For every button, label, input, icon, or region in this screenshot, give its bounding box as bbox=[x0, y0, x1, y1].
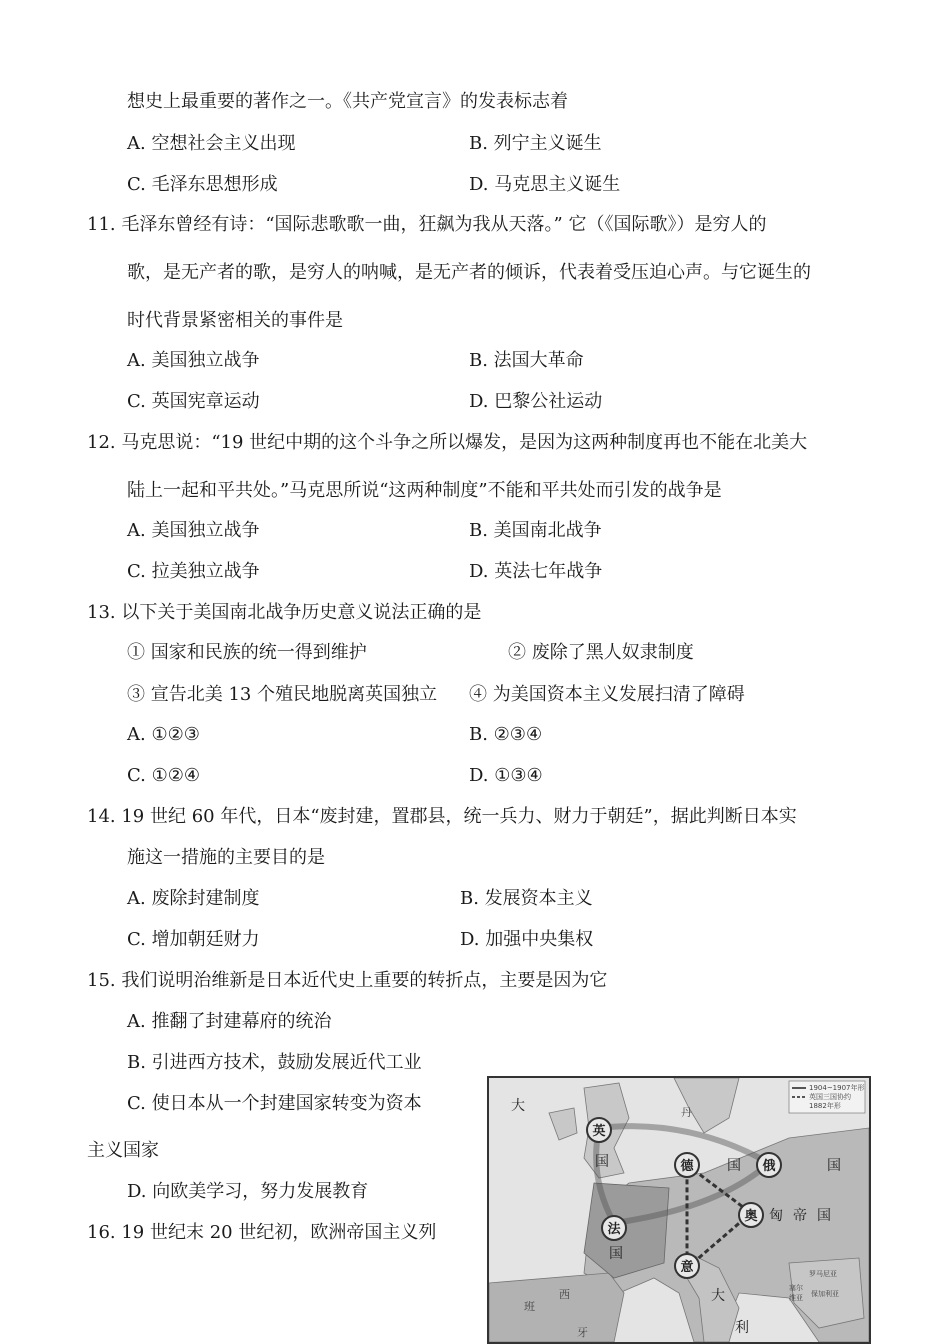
statement-1: ① 国家和民族的统一得到维护 bbox=[127, 642, 367, 663]
option-a: A. ①②③ bbox=[127, 724, 200, 745]
label-italy-da: 大 bbox=[711, 1288, 725, 1304]
iberia-land bbox=[489, 1273, 624, 1342]
label-russia-guo: 国 bbox=[827, 1158, 841, 1174]
svg-text:英: 英 bbox=[592, 1124, 606, 1139]
question-13: 13. 以下关于美国南北战争历史意义说法正确的是 bbox=[87, 602, 482, 623]
option-d: D. 加强中央集权 bbox=[460, 929, 594, 950]
text-line: 主义国家 bbox=[87, 1140, 159, 1161]
option-d: D. 英法七年战争 bbox=[469, 561, 603, 582]
label-serbia-2: 维亚 bbox=[789, 1294, 803, 1302]
option-c: C. ①②④ bbox=[127, 765, 200, 786]
label-bulgaria: 保加利亚 bbox=[811, 1290, 839, 1298]
node-france bbox=[602, 1216, 626, 1240]
option-a: A. 美国独立战争 bbox=[127, 350, 260, 371]
label-spain-xi: 西 bbox=[559, 1288, 570, 1301]
label-spain-ya: 牙 bbox=[577, 1326, 588, 1339]
statement-3: ③ 宣告北美 13 个殖民地脱离英国独立 bbox=[127, 684, 438, 705]
europe-alliance-map bbox=[487, 1076, 871, 1344]
label-france-guo: 国 bbox=[609, 1246, 623, 1262]
text-line: 陆上一起和平共处。”马克思所说“这两种制度”不能和平共处而引发的战争是 bbox=[127, 480, 722, 501]
svg-text:俄: 俄 bbox=[762, 1159, 776, 1174]
map-graphic bbox=[489, 1078, 869, 1342]
question-16: 16. 19 世纪末 20 世纪初，欧洲帝国主义列 bbox=[87, 1222, 437, 1243]
option-d: D. 马克思主义诞生 bbox=[469, 174, 621, 195]
question-15: 15. 我们说明治维新是日本近代史上重要的转折点，主要是因为它 bbox=[87, 970, 608, 991]
legend-item: 英国三国协约 bbox=[809, 1093, 851, 1101]
label-atlantic: 大 bbox=[511, 1098, 525, 1114]
text-line: 歌，是无产者的歌，是穷人的呐喊，是无产者的倾诉，代表着受压迫心声。与它诞生的 bbox=[127, 262, 811, 283]
svg-text:德: 德 bbox=[680, 1159, 694, 1174]
option-b: B. 发展资本主义 bbox=[460, 888, 593, 909]
svg-text:奥: 奥 bbox=[744, 1209, 758, 1224]
label-italy-li: 利 bbox=[735, 1320, 749, 1336]
label-britain-guo: 国 bbox=[595, 1154, 609, 1170]
node-italy bbox=[675, 1254, 699, 1278]
option-b: B. 美国南北战争 bbox=[469, 520, 602, 541]
label-romania: 罗马尼亚 bbox=[809, 1270, 837, 1278]
option-c: C. 增加朝廷财力 bbox=[127, 929, 260, 950]
option-b: B. 列宁主义诞生 bbox=[469, 133, 602, 154]
node-austria bbox=[739, 1203, 763, 1227]
option-c: C. 英国宪章运动 bbox=[127, 391, 260, 412]
option-a: A. 空想社会主义出现 bbox=[127, 133, 296, 154]
svg-text:意: 意 bbox=[680, 1260, 694, 1275]
option-b: B. ②③④ bbox=[469, 724, 543, 745]
option-a: A. 废除封建制度 bbox=[127, 888, 260, 909]
option-a: A. 美国独立战争 bbox=[127, 520, 260, 541]
option-a: A. 推翻了封建幕府的统治 bbox=[127, 1011, 332, 1032]
node-britain bbox=[587, 1118, 611, 1142]
label-serbia-1: 塞尔 bbox=[789, 1284, 803, 1292]
option-d: D. 巴黎公社运动 bbox=[469, 391, 603, 412]
text-line: 想史上最重要的著作之一。《共产党宣言》的发表标志着 bbox=[127, 91, 568, 112]
text-line: 时代背景紧密相关的事件是 bbox=[127, 310, 343, 331]
option-c: C. 使日本从一个封建国家转变为资本 bbox=[127, 1093, 422, 1114]
legend-item: 1904~1907年形 bbox=[809, 1084, 865, 1092]
question-11: 11. 毛泽东曾经有诗：“国际悲歌歌一曲，狂飙为我从天落。” 它（《国际歌》）是穷人的 bbox=[87, 214, 767, 235]
option-c: C. 毛泽东思想形成 bbox=[127, 174, 278, 195]
question-14: 14. 19 世纪 60 年代，日本“废封建，置郡县，统一兵力、财力于朝廷”，据此判断日本实 bbox=[87, 806, 797, 827]
node-germany bbox=[675, 1153, 699, 1177]
option-b: B. 引进西方技术，鼓励发展近代工业 bbox=[127, 1052, 422, 1073]
option-c: C. 拉美独立战争 bbox=[127, 561, 260, 582]
statement-2: ② 废除了黑人奴隶制度 bbox=[508, 642, 694, 663]
legend-item: 1882年形 bbox=[809, 1102, 841, 1110]
statement-4: ④ 为美国资本主义发展扫清了障碍 bbox=[469, 684, 745, 705]
question-12: 12. 马克思说：“19 世纪中期的这个斗争之所以爆发，是因为这两种制度再也不能在北美大 bbox=[87, 432, 808, 453]
option-d: D. ①③④ bbox=[469, 765, 543, 786]
option-b: B. 法国大革命 bbox=[469, 350, 584, 371]
label-denmark: 丹 bbox=[681, 1106, 692, 1119]
label-austria-hungary: 匈帝国 bbox=[769, 1208, 841, 1224]
label-germany-guo: 国 bbox=[727, 1158, 741, 1174]
svg-text:法: 法 bbox=[607, 1222, 621, 1237]
text-line: 施这一措施的主要目的是 bbox=[127, 847, 325, 868]
option-d: D. 向欧美学习，努力发展教育 bbox=[127, 1181, 369, 1202]
label-spain-ban: 班 bbox=[524, 1300, 535, 1313]
node-russia bbox=[757, 1153, 781, 1177]
